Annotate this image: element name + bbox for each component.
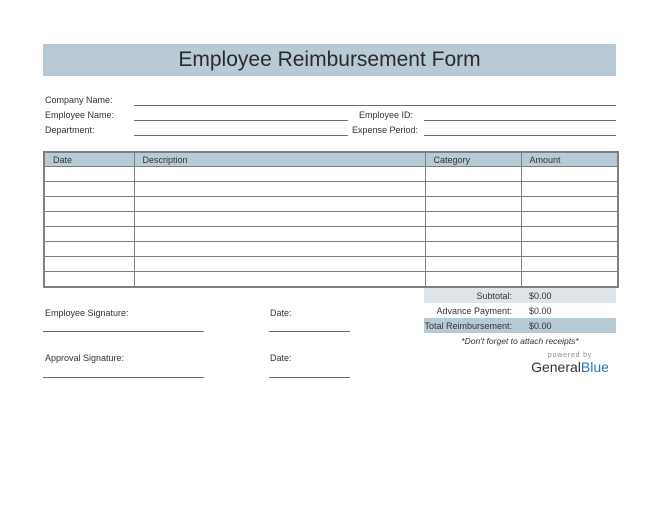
- amount-cell[interactable]: [521, 257, 618, 272]
- date-cell[interactable]: [44, 242, 134, 257]
- category-cell[interactable]: [425, 197, 521, 212]
- category-cell[interactable]: [425, 272, 521, 288]
- advance-payment-label: Advance Payment:: [436, 305, 512, 316]
- column-header-amount: Amount: [521, 152, 618, 167]
- approval-signature-label: Approval Signature:: [45, 353, 125, 363]
- powered-by-text: powered by: [547, 352, 593, 359]
- date-cell[interactable]: [44, 272, 134, 288]
- approval-date-label: Date:: [270, 353, 292, 363]
- category-cell[interactable]: [425, 257, 521, 272]
- table-row: [44, 242, 618, 257]
- employee-id-field[interactable]: [424, 120, 616, 121]
- amount-cell[interactable]: [521, 272, 618, 288]
- employee-date-label: Date:: [270, 308, 292, 318]
- subtotal-label: Subtotal:: [476, 290, 512, 301]
- department-field[interactable]: [134, 135, 348, 136]
- date-cell[interactable]: [44, 212, 134, 227]
- description-cell[interactable]: [134, 182, 425, 197]
- description-cell[interactable]: [134, 257, 425, 272]
- table-row: [44, 272, 618, 288]
- amount-cell[interactable]: [521, 182, 618, 197]
- total-reimbursement-value: $0.00: [529, 320, 552, 331]
- brand-logo: [520, 359, 620, 375]
- company-name-field[interactable]: [134, 105, 616, 106]
- amount-cell[interactable]: [521, 167, 618, 182]
- employee-signature-label: Employee Signature:: [45, 308, 129, 318]
- employee-name-field[interactable]: [134, 120, 348, 121]
- description-cell[interactable]: [134, 227, 425, 242]
- description-cell[interactable]: [134, 272, 425, 288]
- employee-id-label: Employee ID:: [359, 110, 414, 120]
- category-cell[interactable]: [425, 212, 521, 227]
- subtotal-row: [424, 288, 616, 303]
- table-row: [44, 197, 618, 212]
- advance-payment-value[interactable]: $0.00: [529, 305, 552, 316]
- date-cell[interactable]: [44, 182, 134, 197]
- branding: [520, 352, 620, 375]
- receipts-note: *Don't forget to attach receipts*: [461, 336, 579, 346]
- form-title: Employee Reimbursement Form: [178, 48, 481, 71]
- table-row: [44, 212, 618, 227]
- company-name-label: Company Name:: [45, 95, 113, 105]
- table-row: [44, 167, 618, 182]
- description-cell[interactable]: [134, 212, 425, 227]
- table-row: [44, 257, 618, 272]
- description-cell[interactable]: [134, 197, 425, 212]
- employee-date-field[interactable]: [269, 331, 350, 332]
- table-row: [44, 227, 618, 242]
- column-header-date: Date: [44, 152, 134, 167]
- date-cell[interactable]: [44, 167, 134, 182]
- brand-blue: Blue: [580, 359, 609, 375]
- date-cell[interactable]: [44, 227, 134, 242]
- amount-cell[interactable]: [521, 242, 618, 257]
- amount-cell[interactable]: [521, 227, 618, 242]
- advance-payment-row: [424, 303, 616, 318]
- amount-cell[interactable]: [521, 197, 618, 212]
- description-cell[interactable]: [134, 167, 425, 182]
- date-cell[interactable]: [44, 257, 134, 272]
- category-cell[interactable]: [425, 167, 521, 182]
- total-reimbursement-row: [424, 318, 616, 333]
- category-cell[interactable]: [425, 227, 521, 242]
- expense-period-label: Expense Period:: [352, 125, 419, 135]
- category-cell[interactable]: [425, 242, 521, 257]
- approval-date-field[interactable]: [269, 377, 350, 378]
- column-header-category: Category: [425, 152, 521, 167]
- date-cell[interactable]: [44, 197, 134, 212]
- subtotal-value: $0.00: [529, 290, 552, 301]
- employee-name-label: Employee Name:: [45, 110, 115, 120]
- amount-cell[interactable]: [521, 212, 618, 227]
- table-header-row: [44, 152, 618, 167]
- approval-signature-field[interactable]: [43, 377, 204, 378]
- department-label: Department:: [45, 125, 95, 135]
- expense-table: [43, 151, 619, 288]
- column-header-description: Description: [134, 152, 425, 167]
- form-title-bar: [43, 44, 616, 76]
- expense-period-field[interactable]: [424, 135, 616, 136]
- table-row: [44, 182, 618, 197]
- category-cell[interactable]: [425, 182, 521, 197]
- total-reimbursement-label: Total Reimbursement:: [424, 320, 512, 331]
- employee-signature-field[interactable]: [43, 331, 204, 332]
- description-cell[interactable]: [134, 242, 425, 257]
- brand-general: General: [531, 359, 581, 375]
